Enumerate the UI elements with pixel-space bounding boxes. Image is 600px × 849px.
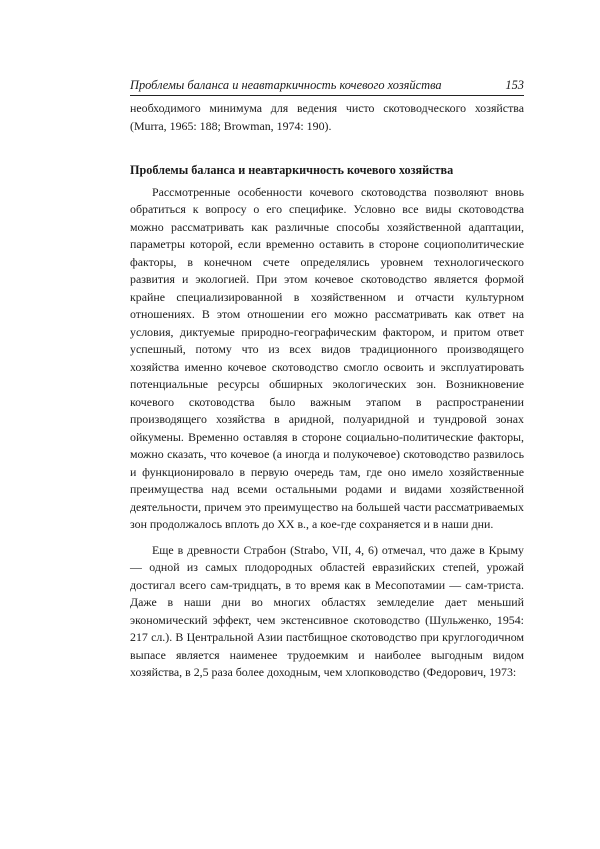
continued-paragraph: необходимого минимума для ведения чисто скотоводческого хозяйства (Murra, 1965: 188; Browman, 1974: 190). [130, 101, 524, 133]
page-body [130, 100, 524, 682]
running-header [130, 78, 524, 96]
running-header-title: Проблемы баланса и неавтаркичность кочевого хозяйства [130, 78, 442, 92]
section-title: Проблемы баланса и неавтаркичность кочевого хозяйства [130, 163, 454, 177]
paragraph: Еще в древности Страбон (Strabo, VII, 4, 6) отмечал, что даже в Крыму — одной из самых плодородных областей евразийских степей, урожай достигал всего сам-тридцать, в то время как в Месопотамии — сам-триста. Даже в наши дни во многих областях земледелие дает меньший экономический эффект, чем экстенсивное скотоводство (Шульженко, 1954: 217 сл.). В Центральной Азии пастбищное скотоводство при круглогодичном выпасе является наименее трудоемким и наиболее выгодным видом хозяйства, в 2,5 раза более доходным, чем хлопководство (Федорович, 1973: [130, 542, 524, 679]
page-number: 153 [505, 78, 524, 92]
paragraph: Рассмотренные особенности кочевого скотоводства позволяют вновь обратиться к вопросу о его специфике. Условно все виды скотоводства можно рассматривать как различные способы хозяйственной адаптации, параметры которой, если временно оставить в стороне социополитические факторы, в конечном счете определялись уровнем технологического развития и экологией. При этом кочевое скотоводство является формой крайне специализированной в хозяйственном и отчасти культурном отношениях. В этом отношении его можно рассматривать как ответ на условия, диктуемые природно-географическим фактором, и притом ответ успешный, потому что из всех видов традиционного производящего хозяйства именно кочевое скотоводство смогло освоить и эксплуатировать потенциальные ресурсы обширных экологических зон. Возникновение кочевого скотоводства было важным этапом в распространении производящего хозяйства в аридной, полуаридной и тундровой зонах ойкумены. Временно оставляя в стороне социально-политические факторы, можно сказать, что кочевое (а иногда и полукочевое) скотоводство развилось и функционировало в первую очередь там, где оно имело хозяйственные преимущества над всеми остальными родами и видами хозяйственной деятельности, причем это преимущество на большей части рассматриваемых зон продолжалось вплоть до XX в., а кое-где сохраняется и в наши дни. [130, 184, 524, 531]
